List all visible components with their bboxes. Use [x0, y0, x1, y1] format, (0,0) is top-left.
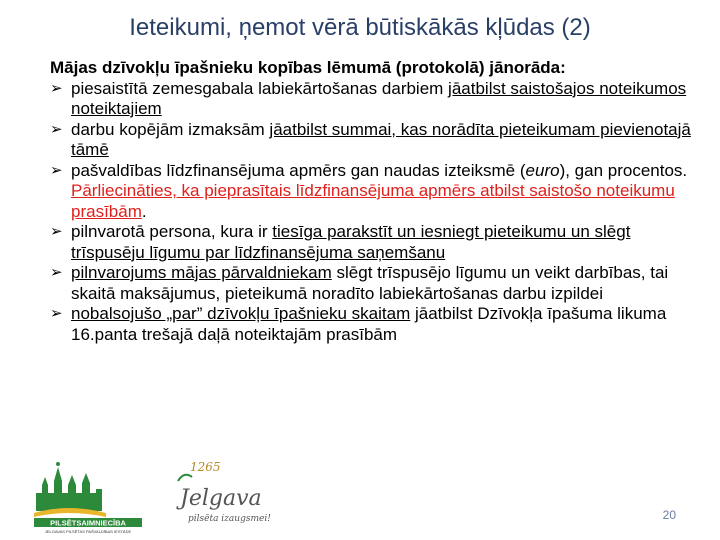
highlighted-note: Pārliecināties, ka pieprasītais līdzfinansējuma apmērs atbilst saistošo noteikumu prasībām: [71, 181, 675, 221]
slide-title: Ieteikumi, ņemot vērā būtiskākās kļūdas (2): [129, 14, 591, 41]
arrow-bullet-icon: ➢: [50, 305, 63, 322]
list-item: ➢ pašvaldības līdzfinansējuma apmērs gan naudas izteiksmē (euro), gan procentos. Pārliecināties, ka pieprasītais līdzfinansējuma apmērs atbilst saistošo noteikumu prasībām.: [50, 160, 688, 221]
right-logo-name: Jelgava: [180, 486, 262, 511]
footer-logos: [30, 455, 290, 535]
arrow-bullet-icon: ➢: [50, 120, 63, 138]
lead-text: Mājas dzīvokļu īpašnieku kopības lēmumā (protokolā) jānorāda:: [50, 58, 566, 77]
jelgava-logo: [176, 460, 271, 524]
list-item: ➢ piesaistītā zemesgabala labiekārtošanas darbiem jāatbilst saistošajos noteikumos noteiktajiem: [50, 78, 687, 118]
left-logo-name: PILSĒTSAIMNIECĪBA: [50, 518, 126, 528]
list-item: ➢ pilnvarojums mājas pārvaldniekam slēgt trīspusējo līgumu un veikt darbības, tai skaitā maksājumus, pieteikumā noradīto labiekārtošanas darbu izpildei: [50, 263, 669, 303]
arrow-bullet-icon: ➢: [50, 161, 63, 179]
right-logo-tagline: pilsēta izaugsmei!: [188, 514, 271, 524]
slide-content: [50, 58, 700, 345]
right-logo-year: 1265: [190, 460, 221, 474]
arrow-bullet-icon: ➢: [50, 79, 63, 97]
pilsetsaimnieciba-logo: [34, 462, 142, 534]
left-logo-subtitle: JELGAVAS PILSĒTAS PAŠVALDĪBAS IESTĀDE: [44, 529, 132, 534]
list-item: ➢ nobalsojušo „par” dzīvokļu īpašnieku skaitam jāatbilst Dzīvokļa īpašuma likuma 16.panta trešajā daļā noteiktajām prasībām: [50, 304, 667, 344]
logos-graphic: [30, 455, 290, 535]
list-item: ➢ pilnvarotā persona, kura ir tiesīga parakstīt un iesniegt pieteikumu un slēgt trīspusēju līgumu par līdzfinansējuma saņemšanu: [50, 222, 631, 262]
page-number: 20: [662, 508, 676, 522]
arrow-bullet-icon: ➢: [50, 223, 63, 240]
bullet-list: [50, 79, 700, 346]
arrow-bullet-icon: ➢: [50, 264, 63, 281]
list-item: ➢ darbu kopējām izmaksām jāatbilst summai, kas norādīta pieteikumam pievienotajā tāmē: [50, 119, 691, 159]
